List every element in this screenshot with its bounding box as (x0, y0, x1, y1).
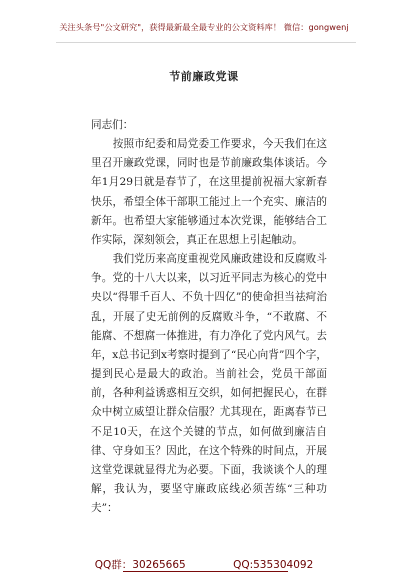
document-title: 节前廉政党课 (169, 70, 239, 83)
promo-banner-text: 关注头条号"公文研究"，获得最新最全最专业的公文资料库！ 微信：gongwenj (59, 22, 349, 32)
footer-contact (0, 557, 408, 572)
greeting-text: 同志们： (91, 119, 134, 131)
document-body (91, 116, 327, 518)
footer-qq-group: QQ群：30265665 (94, 559, 186, 571)
paragraph-1: 按照市纪委和局党委工作要求，今天我们在这里召开廉政党课，同时也是节前廉政集体谈话。今年1月29日就是春节了，在这里提前祝福大家新春快乐，希望全体干部职工能过上一个充实、廉洁的新年。也希望大家能够通过本次党课，能够结合工作实际，深刻领会，真正在思想上引起触动。 (91, 138, 327, 246)
footer-divider (123, 571, 288, 572)
footer-qq-number: QQ:535304092 (233, 559, 314, 571)
paragraph-2: 我们党历来高度重视党风廉政建设和反腐败斗争。党的十八大以来，以习近平同志为核心的党中央以“得罪千百人、不负十四亿”的使命担当祛疴治乱，开展了史无前例的反腐败斗争，“不敢腐、不能腐、不想腐一体推进，有力净化了党内风气。去年，x总书记到x考察时提到了“民心向背”四个字，提到民心是最大的政治。当前社会，党员干部面前，各种利益诱惑相互交织，如何把握民心，在群众中树立威望让群众信服？尤其现在，距离春节已不足10天，在这个关键的节点，如何做到廉洁自律、守身如玉？因此，在这个特殊的时间点，开展这堂党课就显得尤为必要。下面，我谈谈个人的理解，我认为，要坚守廉政底线必须苦练“三种功夫”： (91, 253, 327, 515)
header-divider (56, 42, 356, 43)
